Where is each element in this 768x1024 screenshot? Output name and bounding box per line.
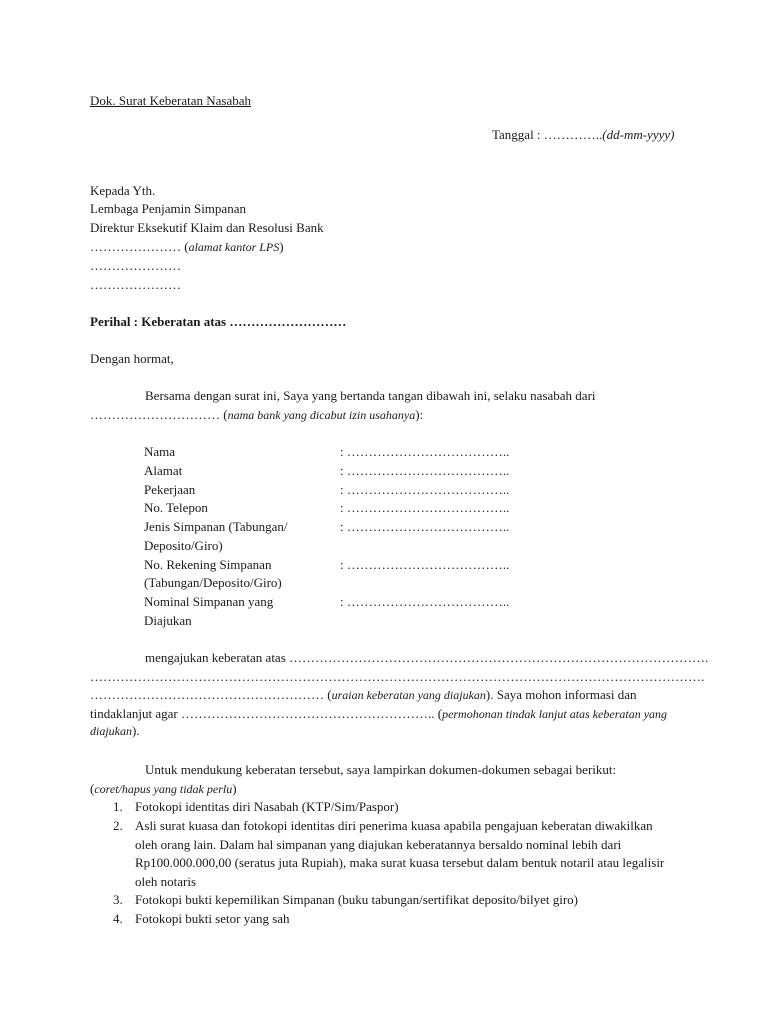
date-format: (dd-mm-yyyy) [602,127,675,142]
address-close: ) [279,239,284,254]
document-title: Dok. Surat Keberatan Nasabah [90,93,251,108]
recipient-address-line-3: ………………… [90,277,181,292]
field-label: No. Telepon [144,500,208,515]
support-close: ) [232,781,237,796]
field-label: Jenis Simpanan (Tabungan/ [144,519,288,534]
field-label: Nominal Simpanan yang [144,594,274,609]
subject-line: Perihal : Keberatan atas ……………………… [90,314,347,329]
recipient-address-line [90,238,284,256]
date-label: Tanggal : ………….. [492,127,603,142]
field-label: Nama [144,444,176,459]
objection-line-3 [90,686,636,704]
list-number: 4. [113,911,123,926]
address-note: alamat kantor LPS [188,240,280,254]
objection-line-4 [90,705,667,723]
field-value: : ……………………………….. [340,594,510,609]
objection-line-1: mengajukan keberatan atas ……………………………………………………………………………………. [145,650,709,665]
list-number: 1. [113,799,123,814]
field-value: : ……………………………….. [340,463,510,478]
support-line-2 [90,780,237,798]
list-number: 2. [113,818,123,833]
field-label: Pekerjaan [144,482,196,497]
date-line [492,126,674,144]
followup-note: permohonan tindak lanjut atas keberatan yang [442,707,668,721]
list-text: Fotokopi identitas diri Nasabah (KTP/Sim/Paspor) [135,799,399,814]
objection-dots: ……………………………………………… ( [90,687,332,702]
intro-line-1: Bersama dengan surat ini, Saya yang bertanda tangan dibawah ini, selaku nasabah dari [145,388,596,403]
support-note: coret/hapus yang tidak perlu [94,782,233,796]
followup-close: ). [132,723,140,738]
field-value: : ……………………………….. [340,444,510,459]
field-label-cont: Diajukan [144,613,192,628]
list-number: 3. [113,892,123,907]
field-value: : ……………………………….. [340,519,510,534]
list-text: Fotokopi bukti setor yang sah [135,911,290,926]
field-value: : ……………………………….. [340,557,510,572]
followup-text: tindaklanjut agar ………………………………………………….. ( [90,706,443,721]
recipient-greeting: Kepada Yth. [90,183,156,198]
objection-line-5 [90,722,140,740]
recipient-address-line-2: ………………… [90,258,181,273]
field-label-cont: Deposito/Giro) [144,538,223,553]
objection-line-2: ……………………………………………………………………………………………………………………………. [90,669,705,684]
field-label: No. Rekening Simpanan [144,557,272,572]
field-value: : ……………………………….. [340,500,510,515]
intro-line-2 [90,406,423,424]
recipient-position: Direktur Eksekutif Klaim dan Resolusi Bank [90,220,324,235]
followup-note-cont: diajukan [90,724,132,738]
bank-note: nama bank yang dicabut izin usahanya [227,408,416,422]
objection-tail: ). Saya mohon informasi dan [485,687,637,702]
field-label: Alamat [144,463,183,478]
field-value: : ……………………………….. [340,482,510,497]
support-line-1: Untuk mendukung keberatan tersebut, saya lampirkan dokumen-dokumen sebagai berikut: [145,762,617,777]
salutation: Dengan hormat, [90,351,174,366]
recipient-institution: Lembaga Penjamin Simpanan [90,201,246,216]
objection-note: uraian keberatan yang diajukan [331,688,486,702]
support-open: ( [90,781,95,796]
bank-dots: ………………………… ( [90,407,228,422]
list-text: Fotokopi bukti kepemilikan Simpanan (buku tabungan/sertifikat deposito/bilyet giro) [135,892,579,907]
address-dots: ………………… ( [90,239,189,254]
list-text: Asli surat kuasa dan fotokopi identitas diri penerima kuasa apabila pengajuan keberatan diwakilkan oleh orang lain. Dalam hal simpanan yang diajukan keberatannya bersaldo nominal lebih dari Rp100.000.000,00 (seratus juta Rupiah), maka surat kuasa tersebut dalam bentuk notaril atau legalisir oleh notaris [135,818,665,889]
field-label-cont: (Tabungan/Deposito/Giro) [144,575,282,590]
bank-close: ): [415,407,424,422]
